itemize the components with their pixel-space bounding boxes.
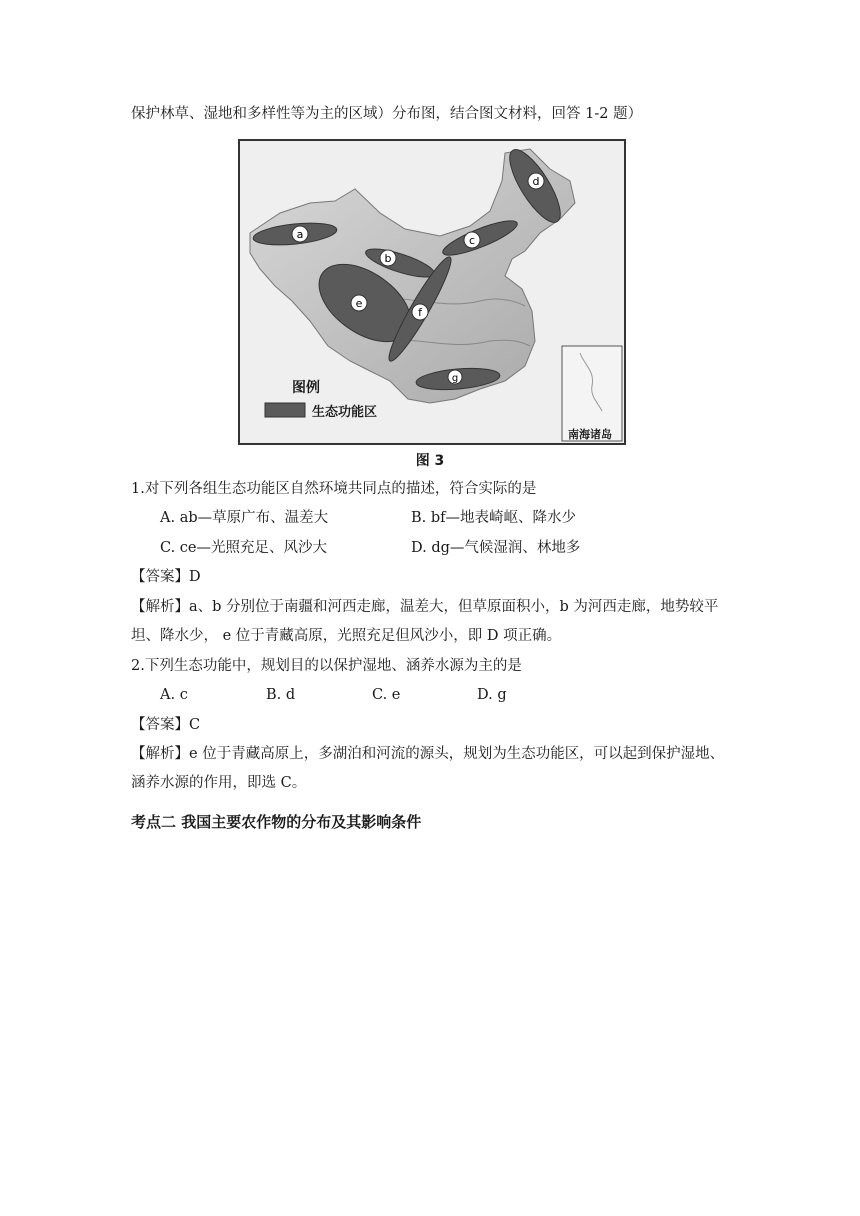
- zone-label-f: [412, 304, 428, 320]
- svg-text:b: b: [384, 252, 392, 265]
- q1-option-c: C. ce—光照充足、风沙大: [160, 540, 327, 556]
- q2-analysis-line2: 涵养水源的作用，即选 C。: [131, 775, 307, 791]
- svg-text:e: e: [355, 297, 363, 310]
- svg-text:a: a: [296, 228, 304, 241]
- q1-option-a: A. ab—草原广布、温差大: [160, 510, 329, 526]
- zone-label-c: [464, 232, 480, 248]
- q1-analysis-line1: 【解析】a、b 分别位于南疆和河西走廊，温差大，但草原面积小，b 为河西走廊，地势较平: [131, 599, 719, 615]
- china-ecological-zone-map: [238, 139, 626, 445]
- figure-caption: 图 3: [415, 453, 445, 469]
- q2-option-a: A. c: [160, 687, 188, 703]
- legend-label: 生态功能区: [312, 405, 378, 420]
- q2-stem: 2.下列生态功能中，规划目的以保护湿地、涵养水源为主的是: [131, 658, 522, 674]
- q2-analysis-line1: 【解析】e 位于青藏高原上，多湖泊和河流的源头，规划为生态功能区，可以起到保护湿地、: [131, 746, 725, 762]
- svg-text:g: g: [451, 373, 459, 384]
- map-graphic: [240, 141, 624, 443]
- svg-text:c: c: [468, 234, 476, 247]
- q1-analysis-line2: 坦、降水少， e 位于青藏高原，光照充足但风沙小，即 D 项正确。: [131, 628, 562, 644]
- q2-option-b: B. d: [266, 687, 296, 703]
- intro-text: 保护林草、湿地和多样性等为主的区域）分布图，结合图文材料，回答 1-2 题）: [131, 106, 643, 122]
- q1-stem: 1.对下列各组生态功能区自然环境共同点的描述，符合实际的是: [131, 481, 537, 497]
- svg-text:d: d: [532, 175, 540, 188]
- zone-label-e: [351, 295, 367, 311]
- q1-option-b: B. bf—地表崎岖、降水少: [411, 510, 577, 526]
- zone-label-g: [448, 370, 462, 384]
- zone-label-b: [380, 250, 396, 266]
- section-heading: 考点二 我国主要农作物的分布及其影响条件: [131, 813, 422, 831]
- q2-option-d: D. g: [477, 687, 507, 703]
- svg-text:f: f: [418, 306, 422, 319]
- legend-swatch: [265, 403, 305, 417]
- inset-label: 南海诸岛: [568, 428, 612, 441]
- zone-label-a: [292, 226, 308, 242]
- zone-label-d: [528, 173, 544, 189]
- q1-answer: 【答案】D: [131, 569, 201, 585]
- q1-option-d: D. dg—气候湿润、林地多: [411, 540, 581, 556]
- q2-option-c: C. e: [372, 687, 401, 703]
- q2-answer: 【答案】C: [131, 717, 201, 733]
- legend-title: 图例: [292, 380, 320, 396]
